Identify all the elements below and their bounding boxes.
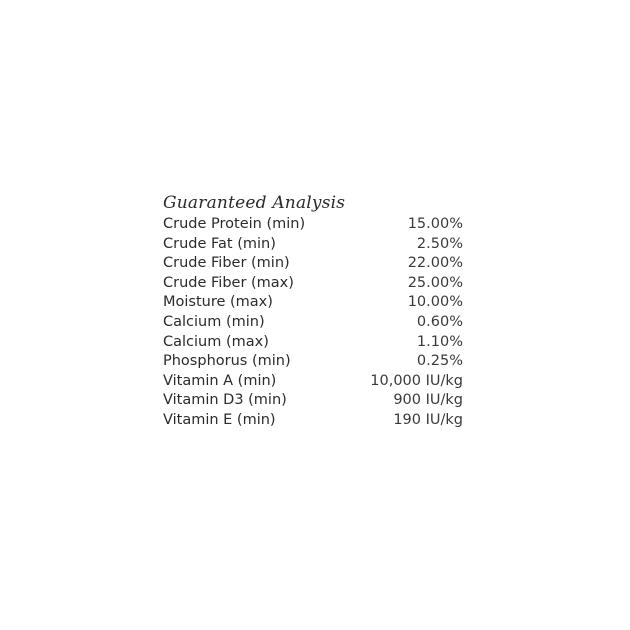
nutrient-value: 0.25% <box>416 353 463 370</box>
nutrient-label: Vitamin D3 (min) <box>163 392 287 409</box>
nutrient-value: 0.60% <box>416 313 463 330</box>
analysis-title: Guaranteed Analysis <box>163 193 346 213</box>
nutrient-value: 22.00% <box>407 255 463 272</box>
analysis-row <box>163 372 463 392</box>
analysis-row <box>163 333 463 353</box>
nutrient-value: 25.00% <box>407 274 463 291</box>
nutrient-value: 10.00% <box>407 294 463 311</box>
analysis-table <box>163 215 463 431</box>
nutrient-value: 2.50% <box>416 235 463 252</box>
nutrient-label: Vitamin E (min) <box>163 411 276 428</box>
nutrient-value: 190 IU/kg <box>393 411 463 428</box>
nutrient-label: Crude Fiber (max) <box>163 274 294 291</box>
guaranteed-analysis-panel <box>163 193 463 431</box>
analysis-row <box>163 411 463 431</box>
nutrient-label: Crude Protein (min) <box>163 216 306 232</box>
nutrient-label: Phosphorus (min) <box>163 353 291 370</box>
nutrient-value: 900 IU/kg <box>393 392 463 409</box>
nutrient-label: Calcium (min) <box>163 313 265 330</box>
analysis-row <box>163 254 463 274</box>
analysis-row <box>163 215 463 235</box>
analysis-row <box>163 293 463 313</box>
analysis-row <box>163 352 463 372</box>
nutrient-value: 10,000 IU/kg <box>370 372 463 389</box>
nutrient-label: Crude Fat (min) <box>163 235 276 252</box>
analysis-row <box>163 274 463 294</box>
nutrient-label: Vitamin A (min) <box>163 372 277 389</box>
nutrient-label: Calcium (max) <box>163 333 269 350</box>
nutrient-label: Crude Fiber (min) <box>163 255 290 272</box>
nutrient-label: Moisture (max) <box>163 294 273 311</box>
nutrient-value: 1.10% <box>416 333 463 350</box>
analysis-row <box>163 313 463 333</box>
nutrient-value: 15.00% <box>407 216 463 232</box>
analysis-row <box>163 235 463 255</box>
analysis-row <box>163 391 463 411</box>
